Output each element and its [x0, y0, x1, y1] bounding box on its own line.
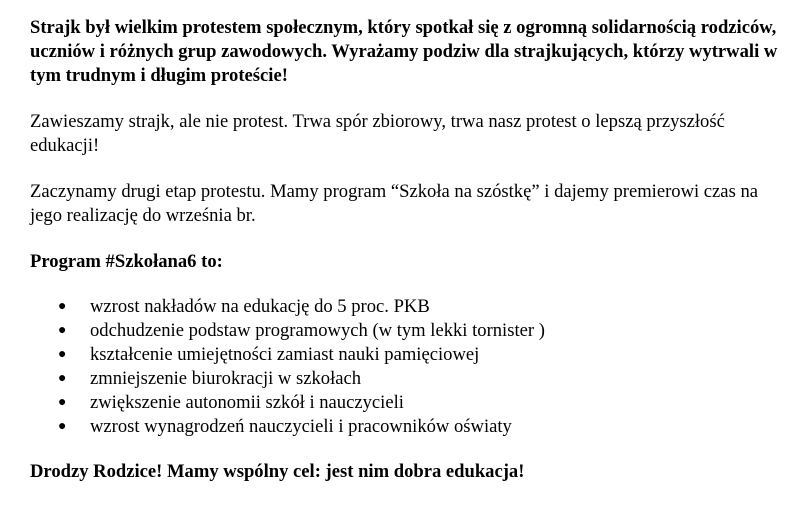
list-item: [30, 367, 770, 391]
intro-paragraph: Strajk był wielkim protestem społecznym, który spotkał się z ogromną solidarnością rodziców, uczniów i różnych grup zawodowych. Wyrażamy podziw dla strajkujących, którzy wytrwali w tym trudnym i długim proteście!: [30, 17, 778, 86]
list-item: [30, 415, 770, 439]
bullet-icon: ●: [58, 323, 67, 338]
second-stage-paragraph: Zaczynamy drugi etap protestu. Mamy program “Szkoła na szóstkę” i dajemy premierowi czas na jego realizację do września br.: [30, 181, 758, 226]
list-item: [30, 295, 770, 319]
list-item-text: odchudzenie podstaw programowych (w tym lekki tornister ): [90, 320, 545, 341]
list-item-text: wzrost nakładów na edukację do 5 proc. PKB: [90, 296, 430, 317]
list-item-text: zmniejszenie biurokracji w szkołach: [90, 368, 362, 389]
bullet-icon: ●: [58, 395, 67, 410]
list-item: [30, 319, 770, 343]
bullet-icon: ●: [58, 299, 67, 314]
program-heading: Program #Szkołana6 to:: [30, 251, 223, 272]
bullet-icon: ●: [58, 347, 67, 362]
list-item: [30, 343, 770, 367]
list-item-text: zwiększenie autonomii szkół i nauczycieli: [90, 392, 404, 413]
bullet-icon: ●: [58, 419, 67, 434]
closing-paragraph: Drodzy Rodzice! Mamy wspólny cel: jest nim dobra edukacja!: [30, 461, 525, 482]
bullet-icon: ●: [58, 371, 67, 386]
suspend-strike-paragraph: Zawieszamy strajk, ale nie protest. Trwa spór zbiorowy, trwa nasz protest o lepszą przyszłość edukacji!: [30, 111, 725, 156]
list-item-text: kształcenie umiejętności zamiast nauki pamięciowej: [90, 344, 480, 365]
program-list: [30, 295, 770, 439]
list-item: [30, 391, 770, 415]
list-item-text: wzrost wynagrodzeń nauczycieli i pracowników oświaty: [90, 416, 512, 437]
